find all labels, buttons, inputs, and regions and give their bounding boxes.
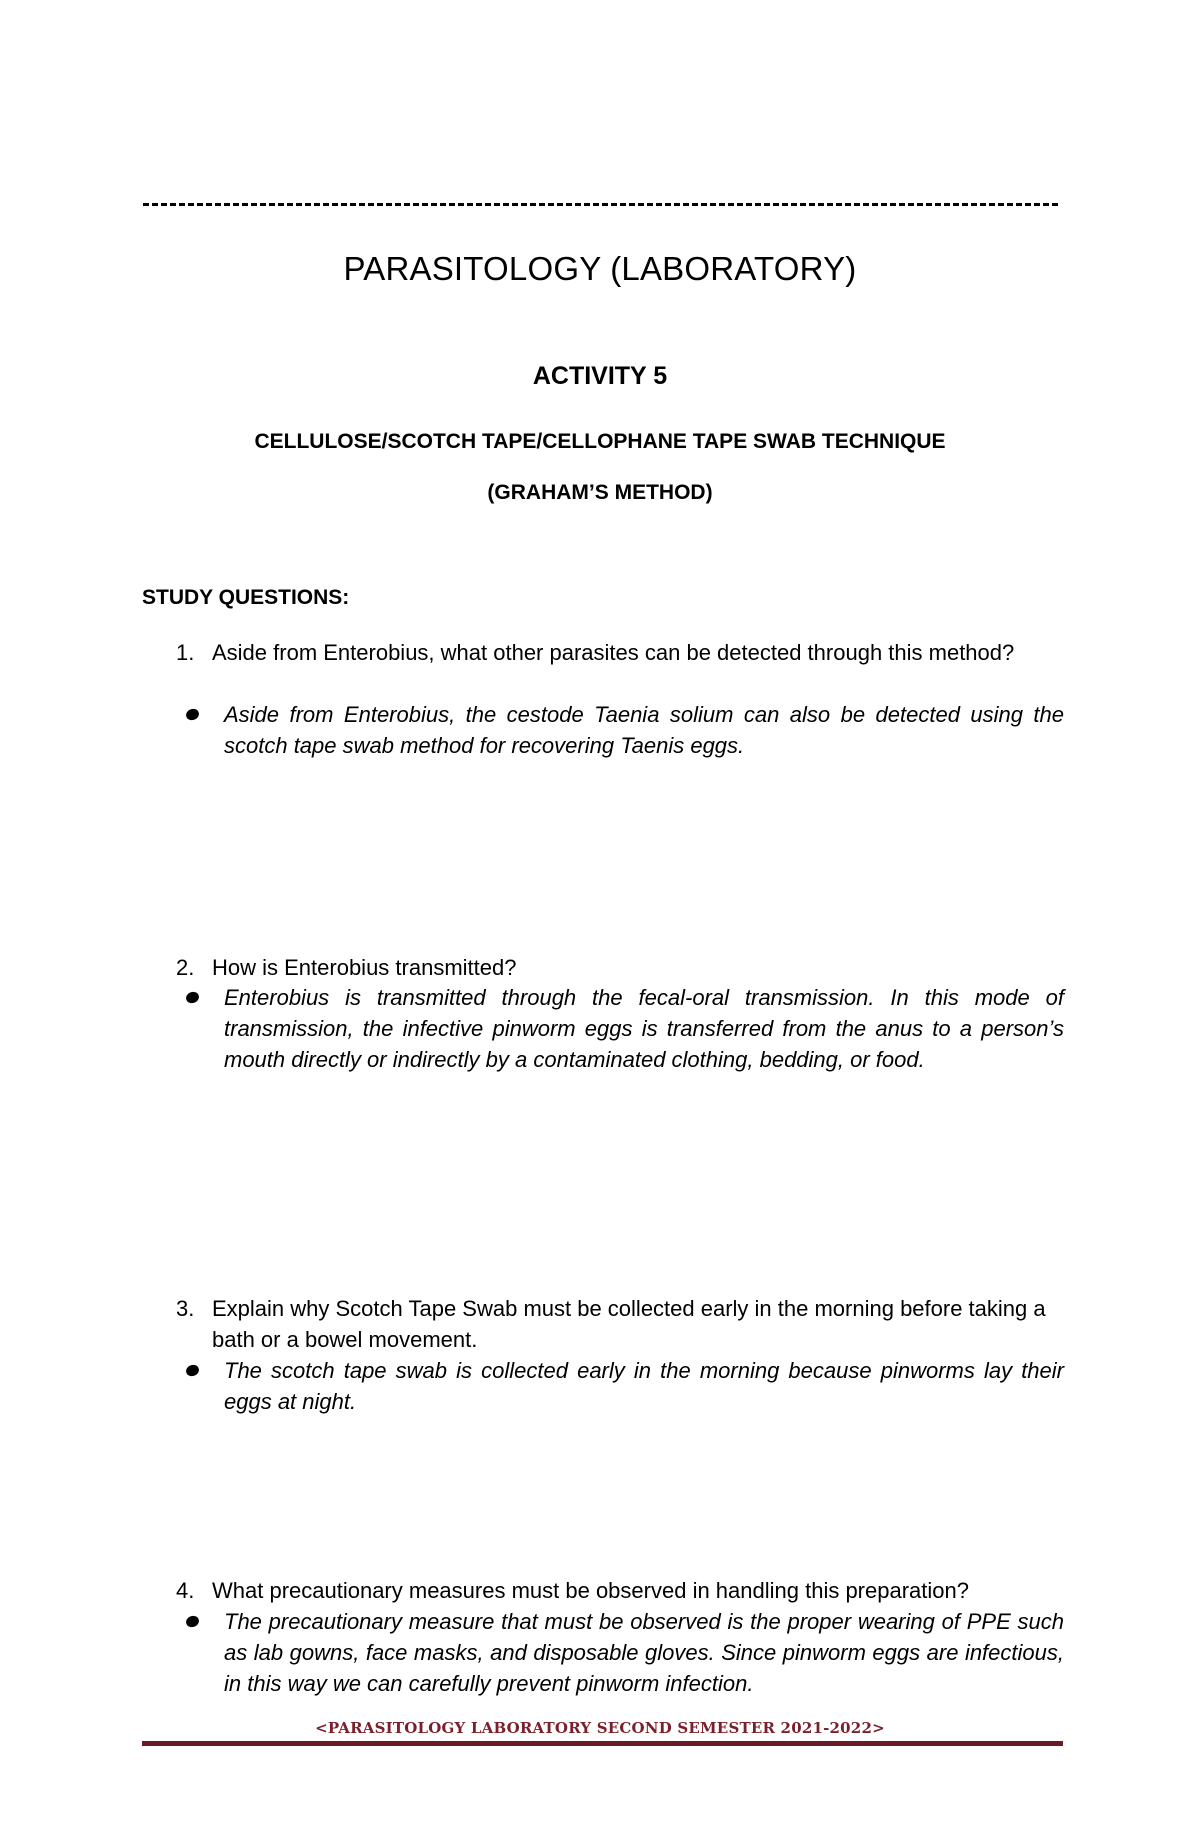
answer-2 [184, 982, 1064, 1075]
answer-4 [184, 1606, 1064, 1699]
activity-heading: ACTIVITY 5 [532, 362, 668, 390]
bullet-icon [185, 1363, 201, 1378]
answer-text: Aside from Enterobius, the cestode Taenia solium can also be detected using the scotch tape swab method for recovering Taenis eggs. [224, 702, 1064, 758]
question-number: 2. [176, 955, 195, 980]
bullet-icon [185, 990, 201, 1005]
technique-title: CELLULOSE/SCOTCH TAPE/CELLOPHANE TAPE SWAB TECHNIQUE [254, 430, 946, 453]
question-number: 1. [176, 640, 195, 665]
answer-3 [184, 1355, 1064, 1417]
question-1 [176, 637, 1056, 668]
question-text: How is Enterobius transmitted? [212, 955, 517, 980]
answer-text: The precautionary measure that must be observed is the proper wearing of PPE such as lab gowns, face masks, and disposable gloves. Since pinworm eggs are infectious, in this way we can carefully prevent pinworm infection. [224, 1609, 1064, 1696]
question-number: 4. [176, 1578, 195, 1603]
question-text: What precautionary measures must be observed in handling this preparation? [212, 1578, 969, 1603]
document-title: PARASITOLOGY (LABORATORY) [343, 250, 857, 287]
question-3 [176, 1293, 1056, 1355]
answer-text: The scotch tape swab is collected early in the morning because pinworms lay their eggs at night. [224, 1358, 1064, 1414]
top-dashed-divider [143, 203, 1058, 206]
question-text: Explain why Scotch Tape Swab must be collected early in the morning before taking a bath or a bowel movement. [212, 1296, 1046, 1352]
bullet-icon [185, 707, 201, 722]
question-4 [176, 1575, 1056, 1606]
bullet-icon [185, 1614, 201, 1629]
answer-text: Enterobius is transmitted through the fecal-oral transmission. In this mode of transmission, the infective pinworm eggs is transferred from the anus to a person’s mouth directly or indirectly by a contaminated clothing, bedding, or food. [224, 985, 1064, 1072]
answer-1 [184, 699, 1064, 761]
question-text: Aside from Enterobius, what other parasites can be detected through this method? [212, 640, 1015, 665]
question-number: 3. [176, 1296, 195, 1321]
method-subtitle: (GRAHAM’S METHOD) [487, 481, 713, 504]
footer-rule [142, 1741, 1063, 1746]
footer-label: <PARASITOLOGY LABORATORY SECOND SEMESTER 2021-2022> [315, 1719, 885, 1737]
question-2 [176, 952, 1056, 983]
study-questions-heading: STUDY QUESTIONS: [142, 586, 350, 609]
